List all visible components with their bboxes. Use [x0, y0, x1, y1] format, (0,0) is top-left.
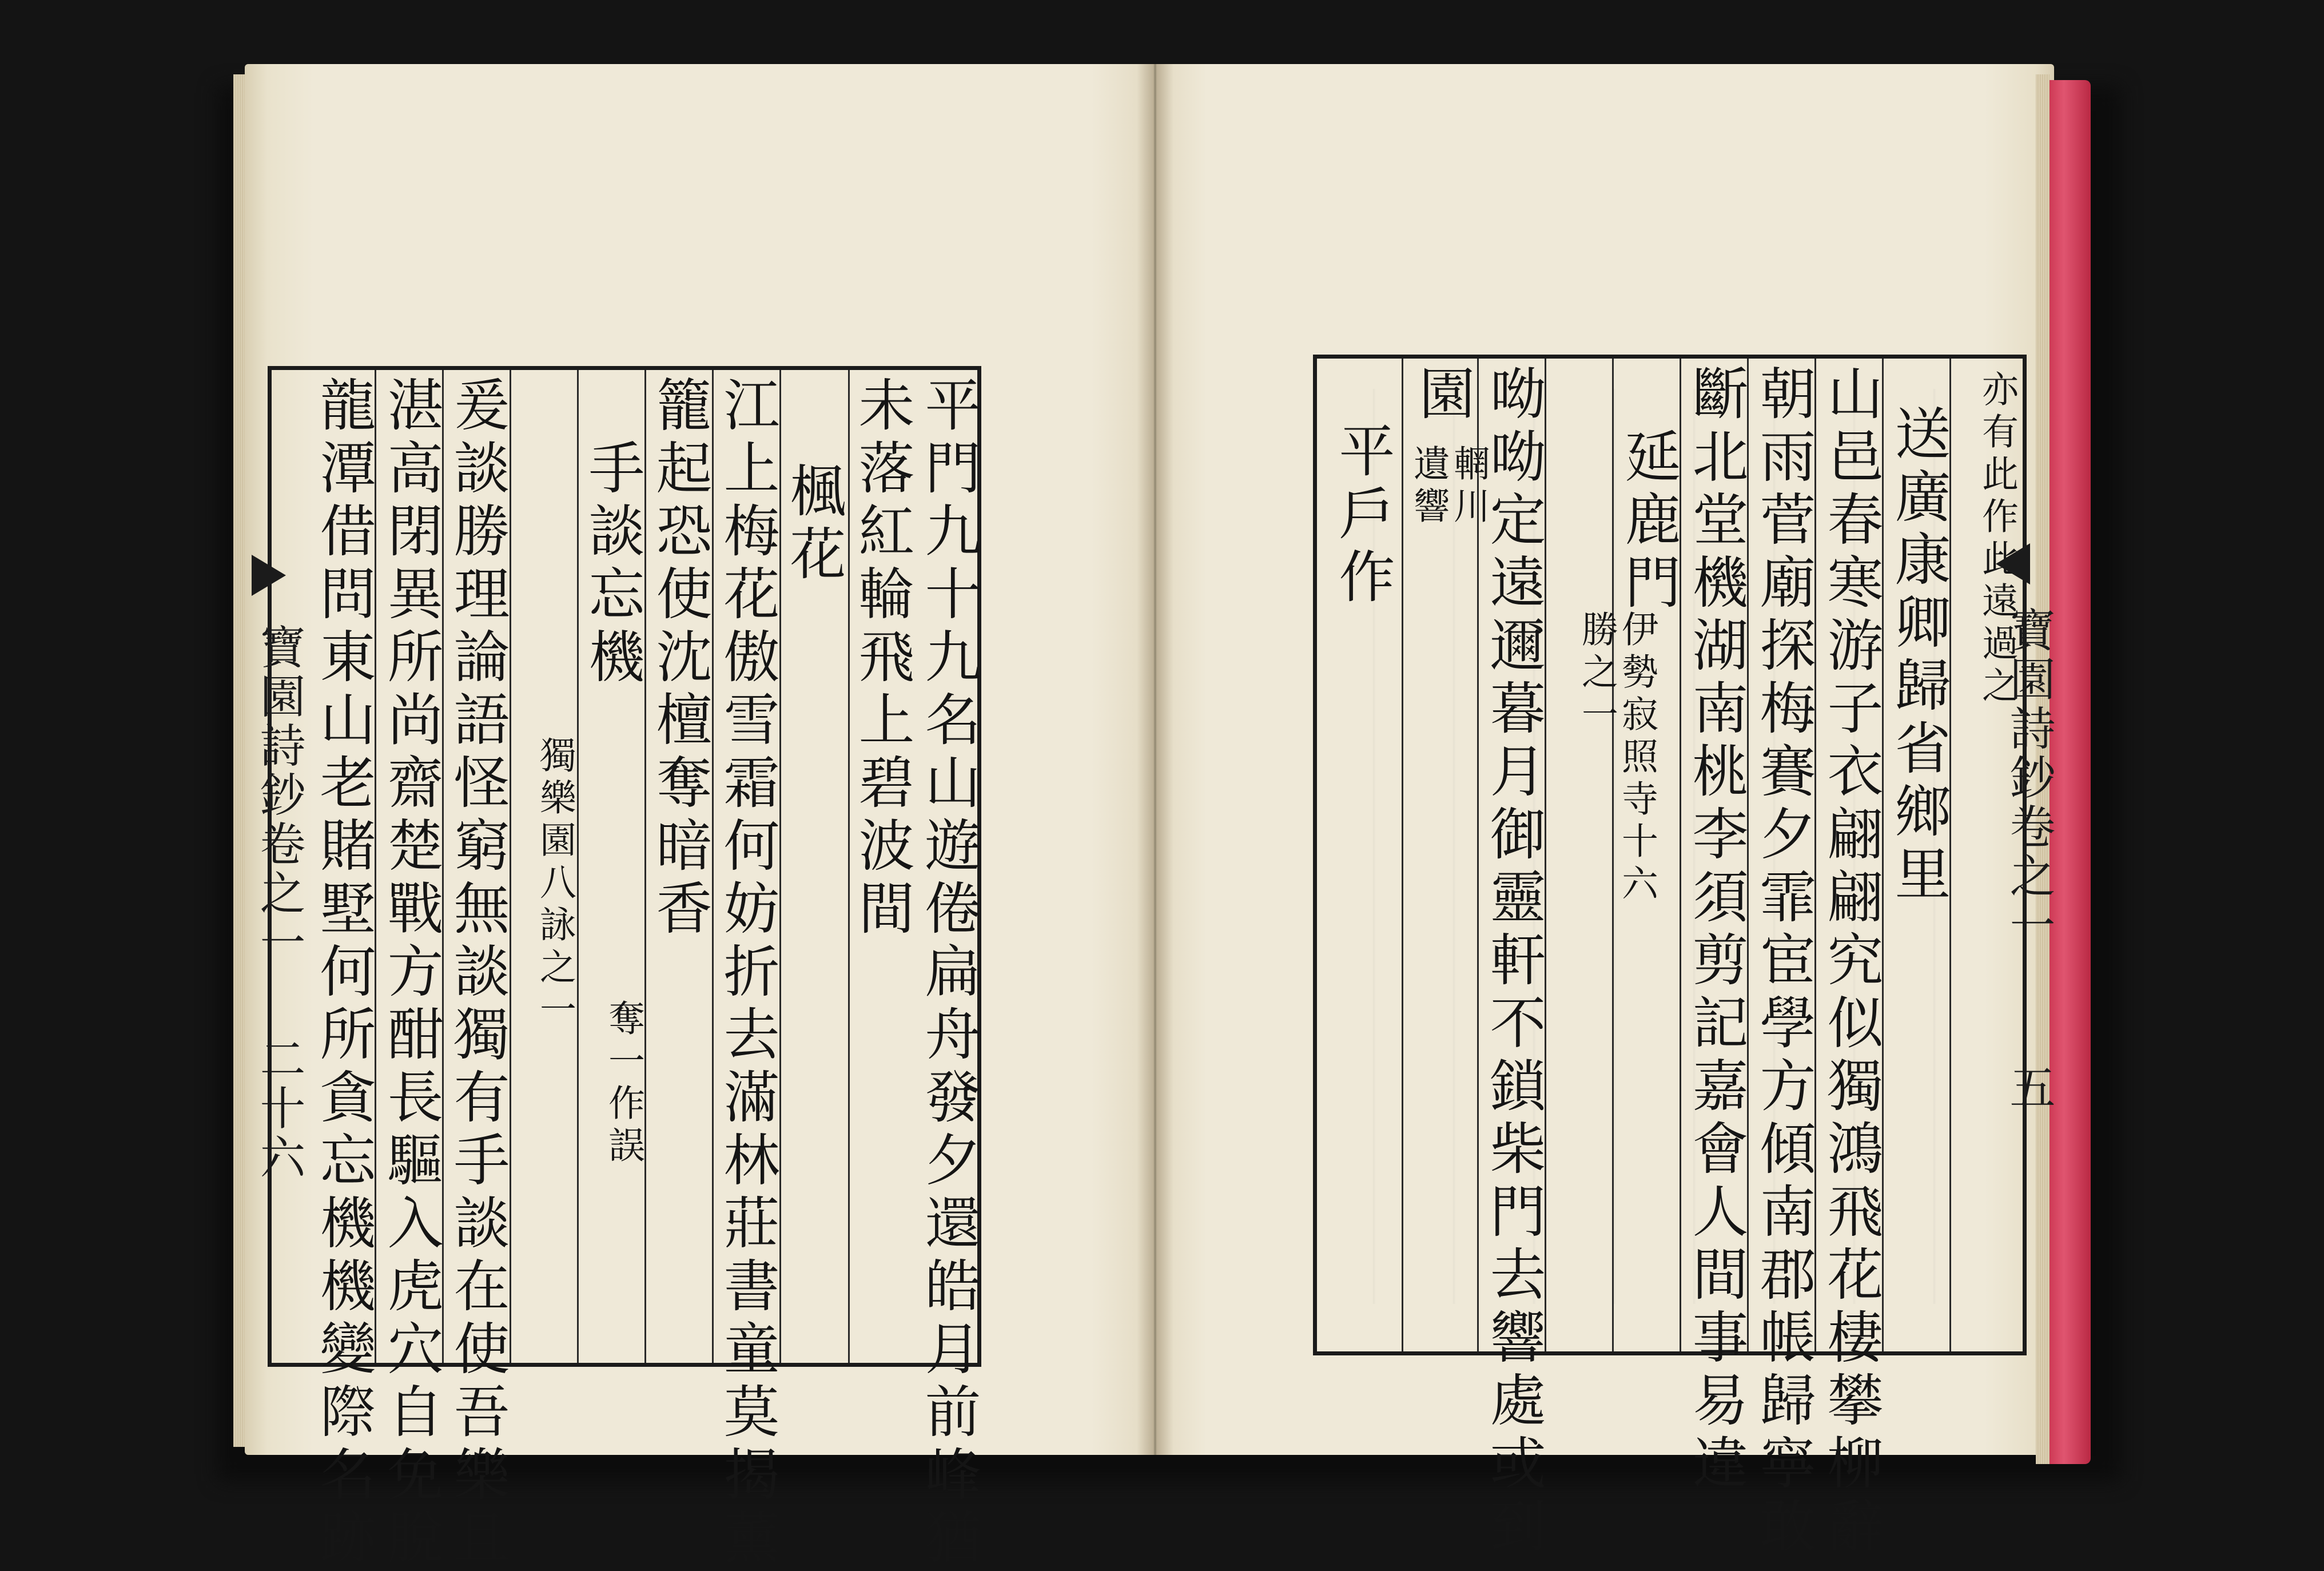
- right-col-4: 朝雨菅廟探梅賽夕霏宦學方傾南郡帳歸寧敢: [1750, 364, 1816, 1560]
- spine-crease: [1137, 64, 1173, 1455]
- right-folio: 五: [2002, 1064, 2055, 1113]
- left-col-6: 手談忘機: [579, 439, 644, 690]
- left-col-3: 楓花: [781, 462, 846, 587]
- right-col-5: 斷北堂機湖南桃李須剪記嘉會人間事易違: [1683, 364, 1748, 1497]
- right-col-3: 山邑春寒游子衣翩翩究似獨鴻飛花棲攀柳辭: [1818, 364, 1883, 1560]
- right-text-frame: [1313, 355, 2027, 1560]
- right-col-6-note: 伊勢寂照寺十六勝之一: [1575, 610, 1658, 906]
- left-col-4: 江上梅花傲雪霜何妨折去滿林莊書童莫揭薰: [714, 376, 779, 1571]
- left-col-9: 龍潭借問東山老賭墅何所貪忘機機變際名跡: [311, 376, 376, 1571]
- right-col-7: 呦呦定遠邇暮月御靈軒不鎖柴門去響處或到: [1481, 364, 1546, 1560]
- left-text-frame: [268, 366, 981, 1571]
- left-col-6-note: 獨樂園八詠之一: [534, 736, 576, 1032]
- right-col-6: 延鹿門: [1615, 427, 1681, 616]
- left-folio: 二十六: [252, 1035, 305, 1183]
- right-gutter-fishtail: [1996, 543, 2030, 584]
- left-col-2: 未落紅輪飛上碧波間: [849, 376, 914, 942]
- right-gutter-title: 寶園詩鈔卷之一: [2002, 606, 2055, 950]
- right-col-2: 送廣康卿歸省鄉里: [1885, 404, 1951, 908]
- left-col-1: 平門九十九名山遊倦扁舟發夕還皓月前峰猶: [916, 376, 981, 1571]
- right-rule-9: [1402, 359, 1403, 1351]
- left-gutter-title: 寶園詩鈔卷之一: [252, 623, 305, 968]
- right-col-8: 園: [1410, 364, 1475, 427]
- left-col-8: 湛高閉異所尚齋楚戰方酣長驅入虎穴自免脫: [378, 376, 443, 1571]
- right-col-9: 平戶作: [1330, 421, 1395, 610]
- right-col-8-note: 輞川遺響: [1407, 444, 1490, 529]
- left-col-5: 籠起恐使沈檀奪暗香: [647, 376, 712, 942]
- left-col-5-note: 奪一作誤: [602, 999, 644, 1168]
- left-col-7: 爰談勝理論語怪窮無談獨有手談在使吾樂且: [444, 376, 510, 1571]
- right-col-1: 亦有此作此遠過之: [1976, 370, 2018, 709]
